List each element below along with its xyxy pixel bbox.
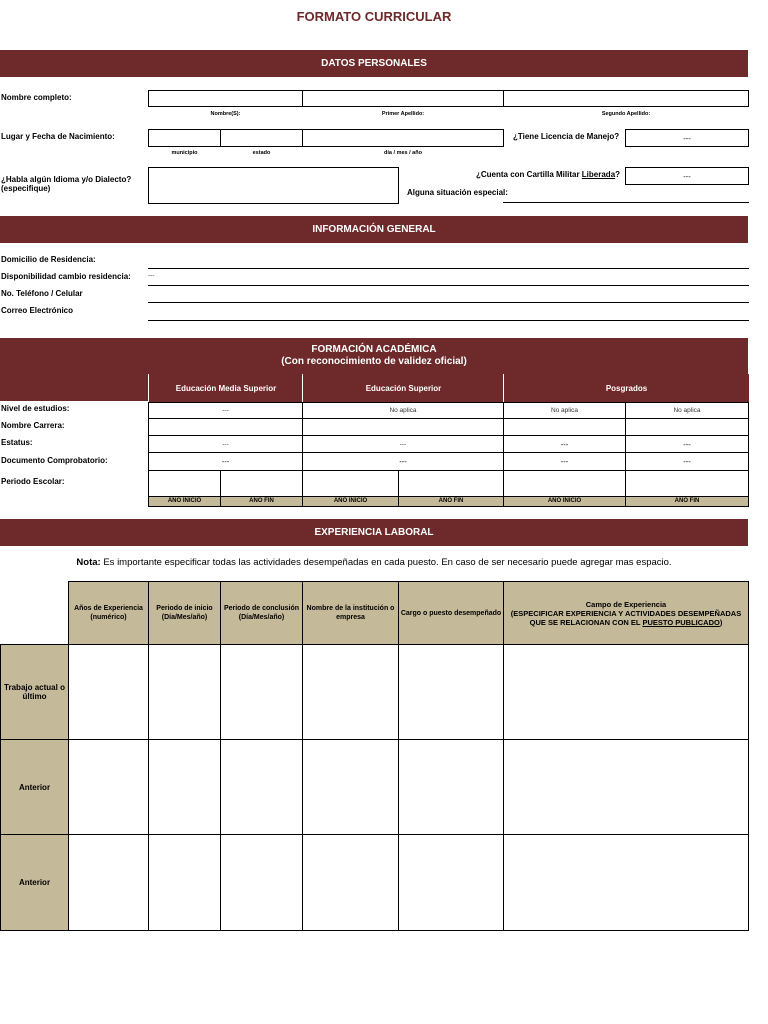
col-periodo-inicio: Periodo de inicio (Día/Mes/año) — [148, 581, 221, 645]
correo-label: Correo Electrónico — [1, 306, 74, 315]
campo-subtitle: (ESPECIFICAR EXPERIENCIA Y ACTIVIDADES DESEMPEÑADAS QUE SE RELACIONAN CON EL PUESTO PUBLICADO) — [510, 608, 742, 627]
municipio-input[interactable] — [148, 129, 221, 147]
municipio-hint: municipio — [171, 150, 198, 156]
fecha-nacimiento-input[interactable] — [302, 129, 504, 147]
exp-cell[interactable] — [503, 739, 749, 835]
primer-apellido-input[interactable] — [302, 90, 504, 107]
year-label: AÑO FIN — [220, 496, 303, 507]
telefono-label: No. Teléfono / Celular — [1, 289, 83, 298]
exp-cell[interactable] — [220, 739, 303, 835]
col-periodo-conclusion: Periodo de conclusión (Día/Mes/año) — [220, 581, 303, 645]
campo-title: Campo de Experiencia — [585, 599, 667, 609]
segundo-apellido-hint: Segundo Apellido: — [601, 111, 651, 117]
exp-cell[interactable] — [398, 834, 504, 931]
estatus-label: Estatus: — [1, 438, 33, 447]
situacion-especial-input[interactable] — [503, 202, 749, 203]
estado-input[interactable] — [220, 129, 303, 147]
documento-posgrado-1[interactable]: --- — [503, 452, 626, 471]
exp-cell[interactable] — [68, 834, 149, 931]
carrera-media[interactable] — [148, 418, 303, 436]
periodo-media-inicio[interactable] — [148, 470, 221, 497]
nota-bold: Nota: — [76, 557, 101, 568]
domicilio-input[interactable] — [148, 268, 749, 269]
nivel-posgrado-2[interactable]: No aplica — [625, 402, 749, 419]
col-institucion: Nombre de la institución o empresa — [302, 581, 399, 645]
disponibilidad-label: Disponibilidad cambio residencia: — [1, 272, 131, 281]
licencia-select[interactable]: --- — [625, 129, 749, 147]
exp-cell[interactable] — [302, 834, 399, 931]
formacion-title: FORMACIÓN ACADÉMICA — [311, 344, 437, 355]
exp-cell[interactable] — [220, 644, 303, 740]
col-anios-experiencia: Años de Experiencia (numérico) — [68, 581, 149, 645]
disponibilidad-input[interactable] — [148, 285, 749, 286]
carrera-superior[interactable] — [302, 418, 504, 436]
section-header-informacion-general: INFORMACIÓN GENERAL — [0, 216, 748, 243]
estatus-posgrado-2[interactable]: --- — [625, 435, 749, 453]
primer-apellido-hint: Primer Apellido: — [381, 111, 425, 117]
formacion-subtitle: (Con reconocimiento de validez oficial) — [281, 356, 467, 367]
nivel-superior[interactable]: No aplica — [302, 402, 504, 419]
year-label: AÑO INICIO — [148, 496, 221, 507]
cartilla-label: ¿Cuenta con Cartilla Militar Liberada? — [476, 170, 621, 179]
estado-hint: estado — [252, 150, 271, 156]
idioma-label: ¿Habla algún Idioma y/o Dialecto? (especifique) — [1, 175, 132, 193]
year-label: AÑO FIN — [398, 496, 504, 507]
row-label-anterior-2: Anterior — [0, 834, 69, 931]
periodo-posgrado-fin[interactable] — [625, 470, 749, 497]
nota — [0, 557, 748, 568]
exp-cell[interactable] — [68, 644, 149, 740]
documento-posgrado-2[interactable]: --- — [625, 452, 749, 471]
estatus-media[interactable]: --- — [148, 435, 303, 453]
fecha-hint: día / mes / año — [384, 150, 422, 156]
year-label: AÑO INICIO — [302, 496, 399, 507]
situacion-especial-label: Alguna situación especial: — [407, 188, 508, 197]
exp-cell[interactable] — [398, 739, 504, 835]
idioma-input[interactable] — [148, 167, 399, 204]
exp-cell[interactable] — [220, 834, 303, 931]
documento-media[interactable]: --- — [148, 452, 303, 471]
periodo-media-fin[interactable] — [220, 470, 303, 497]
section-header-experiencia-laboral: EXPERIENCIA LABORAL — [0, 519, 748, 546]
year-label: AÑO INICIO — [503, 496, 626, 507]
carrera-label: Nombre Carrera: — [1, 421, 65, 430]
row-label-trabajo-actual: Trabajo actual o último — [0, 644, 69, 740]
documento-label: Documento Comprobatorio: — [1, 456, 108, 465]
estatus-superior[interactable]: --- — [302, 435, 504, 453]
telefono-input[interactable] — [148, 302, 749, 303]
exp-cell[interactable] — [302, 644, 399, 740]
domicilio-label: Domicilio de Residencia: — [1, 255, 96, 264]
nivel-posgrado-1[interactable]: No aplica — [503, 402, 626, 419]
estatus-posgrado-1[interactable]: --- — [503, 435, 626, 453]
cartilla-select[interactable]: --- — [625, 167, 749, 185]
exp-cell[interactable] — [503, 834, 749, 931]
col-cargo: Cargo o puesto desempeñado — [398, 581, 504, 645]
periodo-label: Periodo Escolar: — [1, 477, 65, 486]
row-label-anterior-1: Anterior — [0, 739, 69, 835]
nivel-label: Nivel de estudios: — [1, 404, 70, 413]
col-educacion-superior: Educación Superior — [302, 374, 504, 402]
documento-superior[interactable]: --- — [302, 452, 504, 471]
disponibilidad-value: --- — [148, 272, 155, 279]
exp-cell[interactable] — [148, 834, 221, 931]
segundo-apellido-input[interactable] — [503, 90, 749, 107]
nivel-media[interactable]: --- — [148, 402, 303, 419]
year-label: AÑO FIN — [625, 496, 749, 507]
lugar-fecha-label: Lugar y Fecha de Nacimiento: — [1, 132, 115, 141]
exp-cell[interactable] — [148, 739, 221, 835]
section-header-datos-personales: DATOS PERSONALES — [0, 50, 748, 77]
periodo-superior-inicio[interactable] — [302, 470, 399, 497]
formacion-corner — [0, 374, 148, 401]
exp-cell[interactable] — [148, 644, 221, 740]
exp-cell[interactable] — [302, 739, 399, 835]
nota-text: Es importante especificar todas las actividades desempeñadas en cada puesto. En caso de ser necesario puede agregar mas espacio. — [100, 557, 672, 568]
correo-input[interactable] — [148, 320, 749, 321]
document-title: FORMATO CURRICULAR — [296, 9, 452, 24]
licencia-label: ¿Tiene Licencia de Manejo? — [513, 132, 620, 141]
col-media-superior: Educación Media Superior — [148, 374, 303, 402]
nombre-label: Nombre completo: — [1, 93, 72, 102]
exp-cell[interactable] — [398, 644, 504, 740]
periodo-posgrado-inicio[interactable] — [503, 470, 626, 497]
nombre-hint: Nombre(S): — [210, 111, 241, 117]
carrera-posgrado-1[interactable] — [503, 418, 626, 436]
nombre-input[interactable] — [148, 90, 303, 107]
exp-cell[interactable] — [503, 644, 749, 740]
periodo-superior-fin[interactable] — [398, 470, 504, 497]
exp-cell[interactable] — [68, 739, 149, 835]
carrera-posgrado-2[interactable] — [625, 418, 749, 436]
section-header-formacion-academica — [0, 338, 748, 374]
col-campo-experiencia — [503, 581, 749, 645]
col-posgrados: Posgrados — [503, 374, 749, 402]
